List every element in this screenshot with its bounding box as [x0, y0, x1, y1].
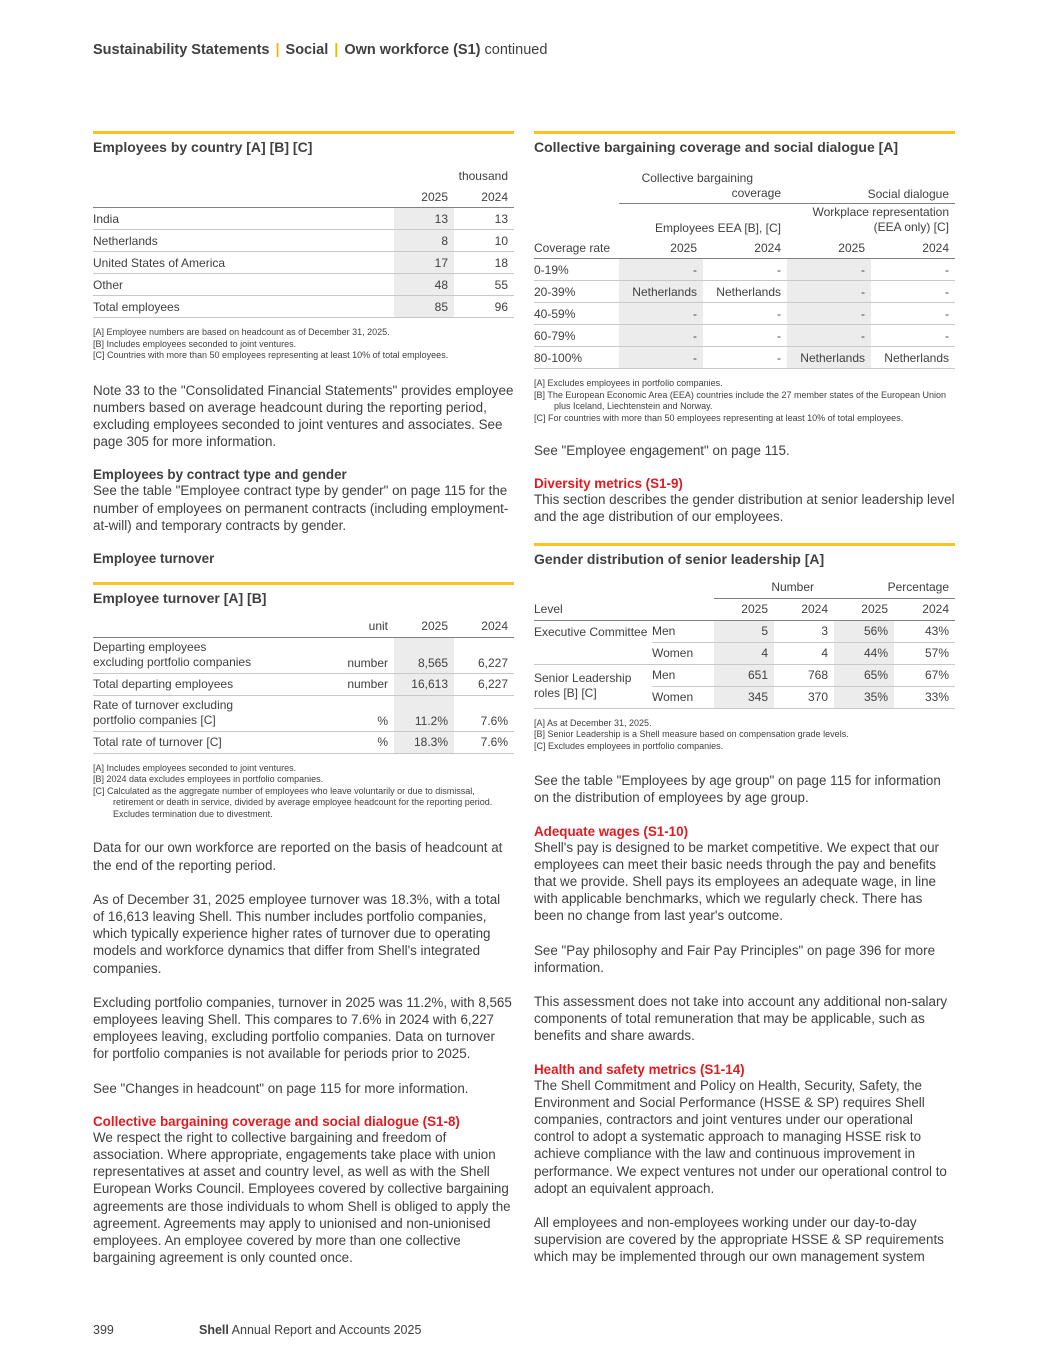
gender-footnotes: [A] As at December 31, 2025. [B] Senior Leadership is a Shell measure based on compensation grade levels. [C] Excludes employees in portfolio companies. — [534, 717, 849, 751]
cba-table: Collective bargaining coverage Social dialogue Employees EEA [B], [C] Workplace representation (EEA only) [C] Coverage rate 2025 2024 2025 2024 0-19% - - - - 20-39% Netherlands Netherlands - - 40-59% - - - - 60-79% - - - - 80-100% - - Netherlands Netherlands — [534, 169, 955, 369]
gender-group2: Percentage — [887, 580, 949, 595]
footer-doc-title: Annual Report and Accounts 2025 — [231, 1323, 422, 1337]
paragraph: Data for our own workforce are reported on the basis of headcount at the end of the reporting period. — [93, 840, 503, 873]
note33-paragraph: Note 33 to the "Consolidated Financial Statements" provides employee numbers based on average headcount during the reporting period, excluding employees seconded to joint ventures and associates. See page 305 for more information. — [93, 382, 514, 450]
page-header — [93, 42, 547, 58]
country-table — [93, 165, 514, 318]
table-total-row: Total employees 85 96 — [93, 296, 514, 318]
footer-brand: Shell — [199, 1323, 229, 1337]
wages-heading: Adequate wages (S1-10) — [534, 823, 689, 839]
cba-sub2-line2: (EEA only) [C] — [873, 220, 949, 234]
cba-table-title: Collective bargaining coverage and social dialogue [A] — [534, 131, 955, 155]
table-row: Women 345 370 35% 33% — [534, 686, 955, 708]
cba-footnotes: [A] Excludes employees in portfolio companies. [B] The European Economic Area (EEA) countries include the 27 member states of the European Union plus Iceland, Liechtenstein and Norway. [C] For countries with more than 50 employees representing at least 10% of total employees. — [534, 378, 947, 423]
cba-sub2-line1: Workplace representation — [812, 205, 949, 219]
header-separator: | — [334, 42, 339, 58]
health-heading: Health and safety metrics (S1-14) — [534, 1061, 745, 1077]
table-row: Other 48 55 — [93, 274, 514, 296]
table-row: India 13 13 — [93, 208, 514, 230]
cba-heading: Collective bargaining coverage and social dialogue (S1-8) — [93, 1113, 460, 1129]
header-separator: | — [275, 42, 280, 58]
table-row: Netherlands 8 10 — [93, 230, 514, 252]
health-paragraph: The Shell Commitment and Policy on Health, Security, Safety, the Environment and Social Performance (HSSE & SP) requires Shell companies, contractors and joint ventures under our operational control to adopt a systematic approach to managing HSSE risk to achieve compliance with the law and continuous improvement in performance. We expect ventures not under our operational control to adopt an equivalent approach. — [534, 1077, 947, 1196]
table-row: Rate of turnover excluding portfolio companies [C] % 11.2% 7.6% — [93, 695, 514, 731]
cba-col-label: Coverage rate — [534, 237, 619, 259]
turnover-footnotes: [A] Includes employees seconded to joint ventures. [B] 2024 data excludes employees in portfolio companies. [C] Calculated as the aggregate number of employees who leave voluntarily or due to dismissal, retirement or death in service, divided by average employee headcount for the reporting period. Excludes termination due to divestment. — [93, 762, 493, 819]
table-row: 80-100% - - Netherlands Netherlands — [534, 347, 955, 369]
table-row: Senior Leadership roles [B] [C] Men 651 768 65% 67% — [534, 664, 955, 686]
gender-table: Number Percentage Level 2025 2024 2025 2024 Executive Committee Men 5 3 56% 43% Women 4 4 44% 57% Senior Leadership roles [B] [C] Men 651 768 65% 67% Women 345 370 35% 33% — [534, 577, 955, 709]
cba-group1-line2: coverage — [731, 185, 781, 200]
gender-group1: Number — [771, 580, 814, 595]
table-row: 20-39% Netherlands Netherlands - - — [534, 281, 955, 303]
cba-paragraph: We respect the right to collective bargaining and freedom of association. Where appropriate, engagements take place with union representatives at asset and country level, as well as with the Shell European Works Council. Employees covered by collective bargaining agreements are those individuals to whom Shell is obliged to apply the agreement. Agreements may apply to unionised and non-unionised employees. An employee covered by more than one collective bargaining agreement is only counted once. — [93, 1129, 511, 1266]
cba-group1-line1: Collective bargaining — [641, 170, 753, 185]
table-row: United States of America 17 18 — [93, 252, 514, 274]
paragraph: See "Changes in headcount" on page 115 for more information. — [93, 1080, 469, 1096]
diversity-paragraph: This section describes the gender distribution at senior leadership level and the age distribution of our employees. — [534, 492, 955, 525]
engagement-paragraph: See "Employee engagement" on page 115. — [534, 443, 790, 458]
health-paragraph: All employees and non-employees working under our day-to-day supervision are covered by the appropriate HSSE & SP requirements which may be implemented through our own management system — [534, 1214, 944, 1265]
cba-sub1: Employees EEA [B], [C] — [619, 203, 787, 237]
table-row: Total departing employees number 16,613 6,227 — [93, 673, 514, 695]
wages-paragraph: See "Pay philosophy and Fair Pay Principles" on page 396 for more information. — [534, 942, 936, 975]
country-table-title: Employees by country [A] [B] [C] — [93, 131, 514, 155]
unit-label: thousand — [458, 168, 508, 183]
turnover-table-title: Employee turnover [A] [B] — [93, 582, 514, 606]
col-2025: 2025 — [394, 186, 454, 208]
turnover-table: unit 2025 2024 Departing employees excluding portfolio companies number 8,565 6,227 Total departing employees number 16,613 6,227 Rate of turnover excluding portfolio companies [C] % 11.2% 7.6% Total rate of turnover [C] % 18.3% 7.6% — [93, 616, 514, 754]
table-row: Women 4 4 44% 57% — [534, 642, 955, 664]
diversity-heading: Diversity metrics (S1-9) — [534, 476, 683, 492]
right-column — [534, 131, 955, 1266]
cba-group2: Social dialogue — [867, 186, 949, 201]
page-number: 399 — [93, 1323, 114, 1337]
table-row: 0-19% - - - - — [534, 259, 955, 281]
header-section: Sustainability Statements — [93, 42, 270, 58]
wages-paragraph: Shell's pay is designed to be market competitive. We expect that our employees can meet their basic needs through the pay and benefits that we provide. Shell pays its employees an adequate wage, in line with applicable benchmarks, which we regularly check. There has been no change from last year's outcome. — [534, 839, 939, 924]
wages-paragraph: This assessment does not take into account any additional non-salary components of total remuneration that may be applicable, such as benefits and share awards. — [534, 993, 948, 1044]
table-row: 60-79% - - - - — [534, 325, 955, 347]
page-footer — [93, 1323, 421, 1337]
header-topic: Own workforce (S1) — [344, 42, 481, 58]
country-footnotes: [A] Employee numbers are based on headcount as of December 31, 2025. [B] Includes employees seconded to joint ventures. [C] Countries with more than 50 employees representing at least 10% of total employees. — [93, 327, 449, 360]
table-row: Departing employees excluding portfolio companies number 8,565 6,227 — [93, 637, 514, 673]
table-row: Total rate of turnover [C] % 18.3% 7.6% — [93, 731, 514, 753]
table-row: Executive Committee Men 5 3 56% 43% — [534, 620, 955, 642]
contract-heading: Employees by contract type and gender — [93, 467, 347, 483]
gender-table-title: Gender distribution of senior leadership [A] — [534, 543, 955, 567]
col-2024: 2024 — [454, 186, 514, 208]
contract-paragraph: See the table "Employee contract type by gender" on page 115 for the number of employees on permanent contracts (including employment-at-will) and temporary contracts by gender. — [93, 483, 509, 533]
header-continued: continued — [484, 42, 548, 58]
header-subsection: Social — [285, 42, 329, 58]
paragraph: Excluding portfolio companies, turnover in 2025 was 11.2%, with 8,565 employees leaving Shell. This compares to 7.6% in 2024 with 6,227 employees leaving, excluding portfolio companies. Data on turnover for portfolio companies is not available for periods prior to 2025. — [93, 994, 512, 1062]
table-row: 40-59% - - - - — [534, 303, 955, 325]
turnover-heading: Employee turnover — [93, 550, 215, 566]
left-column — [93, 131, 514, 1266]
age-paragraph: See the table "Employees by age group" on page 115 for information on the distribution of employees by age group. — [534, 773, 941, 806]
paragraph: As of December 31, 2025 employee turnover was 18.3%, with a total of 16,613 leaving Shell. This number includes portfolio companies, which typically experience higher rates of turnover due to operating models and workforce dynamics that differ from Shell's integrated companies. — [93, 891, 501, 976]
